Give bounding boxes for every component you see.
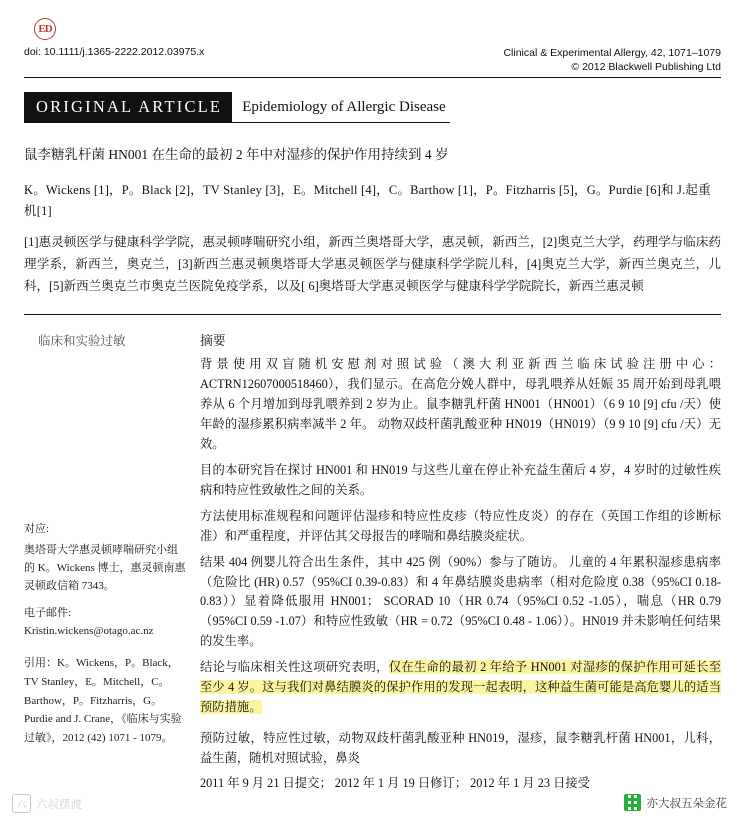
abstract-columns [24, 331, 721, 795]
correspondence-label: 对应: [24, 522, 50, 535]
abstract-conclusion [200, 658, 721, 718]
copyright-line: © 2012 Blackwell Publishing Ltd [571, 61, 721, 74]
conclusion-plain-text: 结论与临床相关性这项研究表明， [200, 660, 389, 675]
journal-info [503, 46, 721, 74]
correspondence-block [24, 521, 186, 748]
doi-header-row [24, 46, 721, 78]
watermark-right [624, 794, 728, 811]
abstract-results: 结果 404 例婴儿符合出生条件，其中 425 例（90%）参与了随访。 儿童的 4 年累积湿疹患病率（危险比 (HR) 0.57（95%CI 0.39-0.83）和 4 年鼻结膜炎患病率（相对危险度 0.38（95%CI 0.18-0.83））显着降低服用 HN001； SCORAD 10（HR 0.74（95%CI 0.52 -1.05），喘息（HR 0.79（95%CI 0.59 -1.07）和特应性致敏（HR = 0.72（95%CI 0.48 - 1.06））。HN019 并未影响任何结果的发生率。 [200, 554, 721, 649]
email-address[interactable]: Kristin.wickens@otago.ac.nz [24, 624, 154, 637]
watermark-left [12, 794, 82, 813]
watermark-right-text: 亦大叔五朵金花 [646, 797, 727, 810]
abstract-column [200, 331, 721, 795]
abstract-objective: 目的本研究旨在探讨 HN001 和 HN019 与这些儿童在停止补充益生菌后 4 岁，4 岁时的过敏性疾病和特应性致敏性之间的关系。 [200, 462, 721, 497]
article-type-label: ORIGINAL ARTICLE [24, 92, 232, 122]
keywords-list: 预防过敏，特应性过敏，动物双歧杆菌乳酸亚种 HN019，湿疹，鼠李糖乳杆菌 HN001，儿科，益生菌，随机对照试验，鼻炎 [200, 730, 721, 766]
journal-short-title: 临床和实验过敏 [38, 333, 126, 348]
correspondence-text: 奥塔哥大学惠灵顿哮喘研究小组的 K。Wickens 博士，惠灵顿南惠灵顿政信箱 7343。 [24, 544, 186, 592]
author-list: K。Wickens [1]，P。Black [2]，TV Stanley [3]，E。Mitchell [4]，C。Barthow [1]，P。Fitzharris [5]，G。Purdie [6]和 J.起重机[1] [24, 182, 711, 218]
article-type-band [24, 92, 450, 123]
wechat-qr-icon [624, 794, 641, 811]
page-title: 鼠李糖乳杆菌 HN001 在生命的最初 2 年中对湿疹的保护作用持续到 4 岁 [24, 147, 449, 163]
section-label: Epidemiology of Allergic Disease [242, 98, 446, 115]
divider [24, 314, 721, 315]
abstract-heading: 摘要 [200, 333, 226, 348]
email-label: 电子邮件: [24, 607, 72, 620]
sidebar-column [24, 331, 200, 795]
abstract-background: 背景使用双盲随机安慰剂对照试验（澳大利亚新西兰临床试验注册中心：ACTRN12607000518460），我们显示。在高危分娩人群中，母乳喂养从妊娠 35 周开始到母乳喂养从 6 个月增加到母乳喂养到 2 岁为止。鼠李糖乳杆菌 HN001（HN001）（6 9 10 [9] cfu /天）使年龄的湿疹累积病率减半 2 年。 动物双歧杆菌乳酸亚种 HN019（HN019）（9 9 10 [9] cfu /天）无效。 [200, 357, 721, 452]
journal-emblem-icon: ED [34, 18, 56, 40]
citation-text: 引用：K。Wickens，P。Black，TV Stanley，E。Mitchell，C。Barthow，P。Fitzharris，G。Purdie and J. Crane，《临床与实验过敏》，2012 (42) 1071 - 1079。 [24, 657, 182, 745]
watermark-left-text: 六叔摆渡 [36, 798, 82, 811]
submission-dates: 2011 年 9 月 21 日提交； 2012 年 1 月 19 日修订； 2012 年 1 月 23 日接受 [200, 776, 590, 791]
conclusion-highlight: 仅在生命的最初 2 年给予 HN001 对湿疹的保护作用可延长至至少 4 岁。这与我们对鼻结膜炎的保护作用的发现一起表明，这种益生菌可能是高危婴儿的适当预防措施。 [200, 660, 721, 714]
abstract-methods: 方法使用标准规程和问题评估湿疹和特应性皮疹（特应性皮炎）的存在（英国工作组的诊断标准）和严重程度，并评估其父母报告的哮喘和鼻结膜炎症状。 [200, 508, 721, 543]
watermark-badge-icon: 六 [12, 794, 31, 813]
affiliations: [1]惠灵顿医学与健康科学学院，惠灵顿哮喘研究小组，新西兰奥塔哥大学，惠灵顿，新西兰，[2]奥克兰大学，药理学与临床药理学系，新西兰，奥克兰，[3]新西兰惠灵顿奥塔哥大学惠灵顿医学与健康科学学院儿科，[4]奥克兰大学，新西兰奥克兰，儿科，[5]新西兰奥克兰市奥克兰医院免疫学系，以及[ 6]奥塔哥大学惠灵顿医学与健康科学学院院长，新西兰惠灵顿 [24, 235, 721, 293]
journal-citation: Clinical & Experimental Allergy, 42, 1071–1079 [503, 47, 721, 59]
doi-text: doi: 10.1111/j.1365-2222.2012.03975.x [24, 46, 205, 58]
